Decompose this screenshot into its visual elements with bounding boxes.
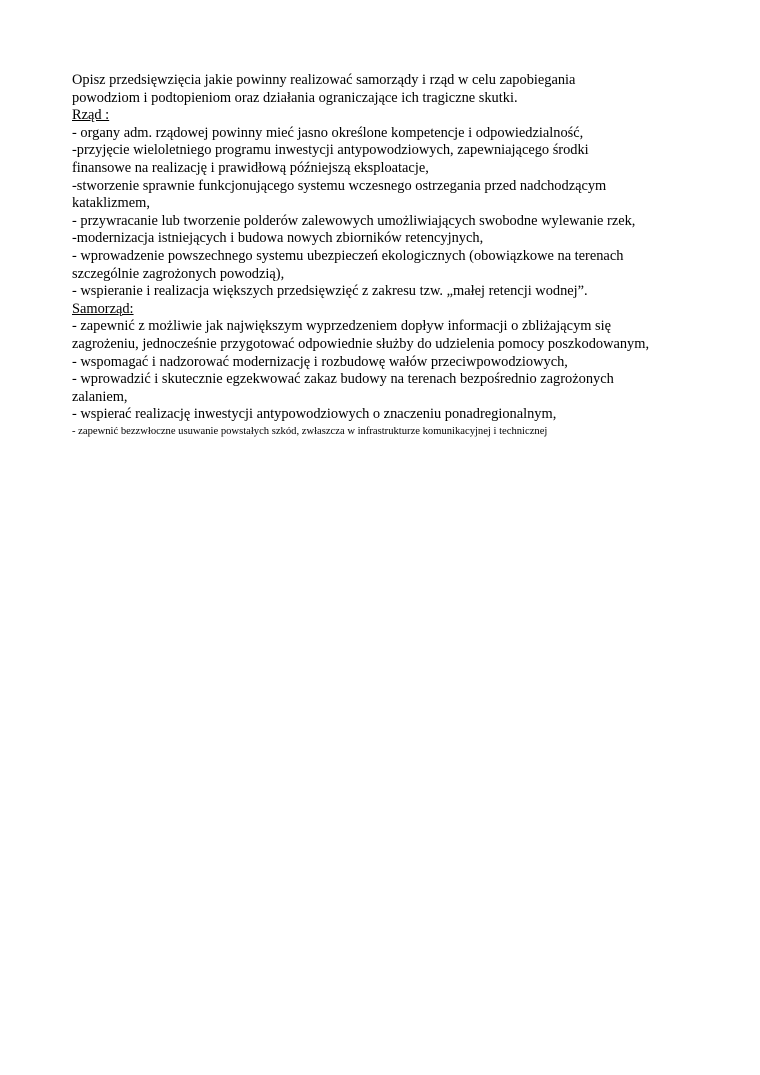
samorzad-line: zagrożeniu, jednocześnie przygotować odpowiednie służby do udzielenia pomocy poszkodowanym, — [72, 335, 650, 352]
section-heading-samorzad: Samorząd: — [72, 300, 134, 317]
intro-line: powodziom i podtopieniom oraz działania ograniczające ich tragiczne skutki. — [72, 89, 518, 106]
rzad-line: -modernizacja istniejących i budowa nowych zbiorników retencyjnych, — [72, 230, 484, 247]
rzad-line: - wspieranie i realizacja większych przedsięwzięć z zakresu tzw. „małej retencji wodnej”. — [72, 283, 588, 300]
samorzad-line: - wspierać realizację inwestycji antypowodziowych o znaczeniu ponadregionalnym, — [72, 406, 557, 423]
intro-line: Opisz przedsięwzięcia jakie powinny realizować samorządy i rząd w celu zapobiegania — [72, 72, 576, 88]
samorzad-line: - zapewnić z możliwie jak największym wyprzedzeniem dopływ informacji o zbliżającym się — [72, 318, 612, 335]
section-heading-rzad: Rząd : — [72, 107, 110, 124]
document-body — [72, 72, 712, 439]
samorzad-line-small: - zapewnić bezzwłoczne usuwanie powstałych szkód, zwłaszcza w infrastrukturze komunikacyjnej i technicznej — [72, 425, 548, 437]
samorzad-line: zalaniem, — [72, 388, 128, 405]
rzad-line: - przywracanie lub tworzenie polderów zalewowych umożliwiających swobodne wylewanie rzek, — [72, 212, 636, 229]
rzad-line: -przyjęcie wieloletniego programu inwestycji antypowodziowych, zapewniającego środki — [72, 142, 589, 159]
rzad-line: kataklizmem, — [72, 195, 150, 212]
samorzad-line: - wspomagać i nadzorować modernizację i rozbudowę wałów przeciwpowodziowych, — [72, 353, 568, 370]
rzad-line: - organy adm. rządowej powinny mieć jasno określone kompetencje i odpowiedzialność, — [72, 124, 584, 141]
rzad-line: szczególnie zagrożonych powodzią), — [72, 265, 285, 282]
rzad-line: finansowe na realizację i prawidłową późniejszą eksploatacje, — [72, 159, 429, 176]
rzad-line: -stworzenie sprawnie funkcjonującego systemu wczesnego ostrzegania przed nadchodzącym — [72, 177, 607, 194]
rzad-line: - wprowadzenie powszechnego systemu ubezpieczeń ekologicznych (obowiązkowe na terenach — [72, 247, 624, 264]
samorzad-line: - wprowadzić i skutecznie egzekwować zakaz budowy na terenach bezpośrednio zagrożonych — [72, 371, 614, 388]
